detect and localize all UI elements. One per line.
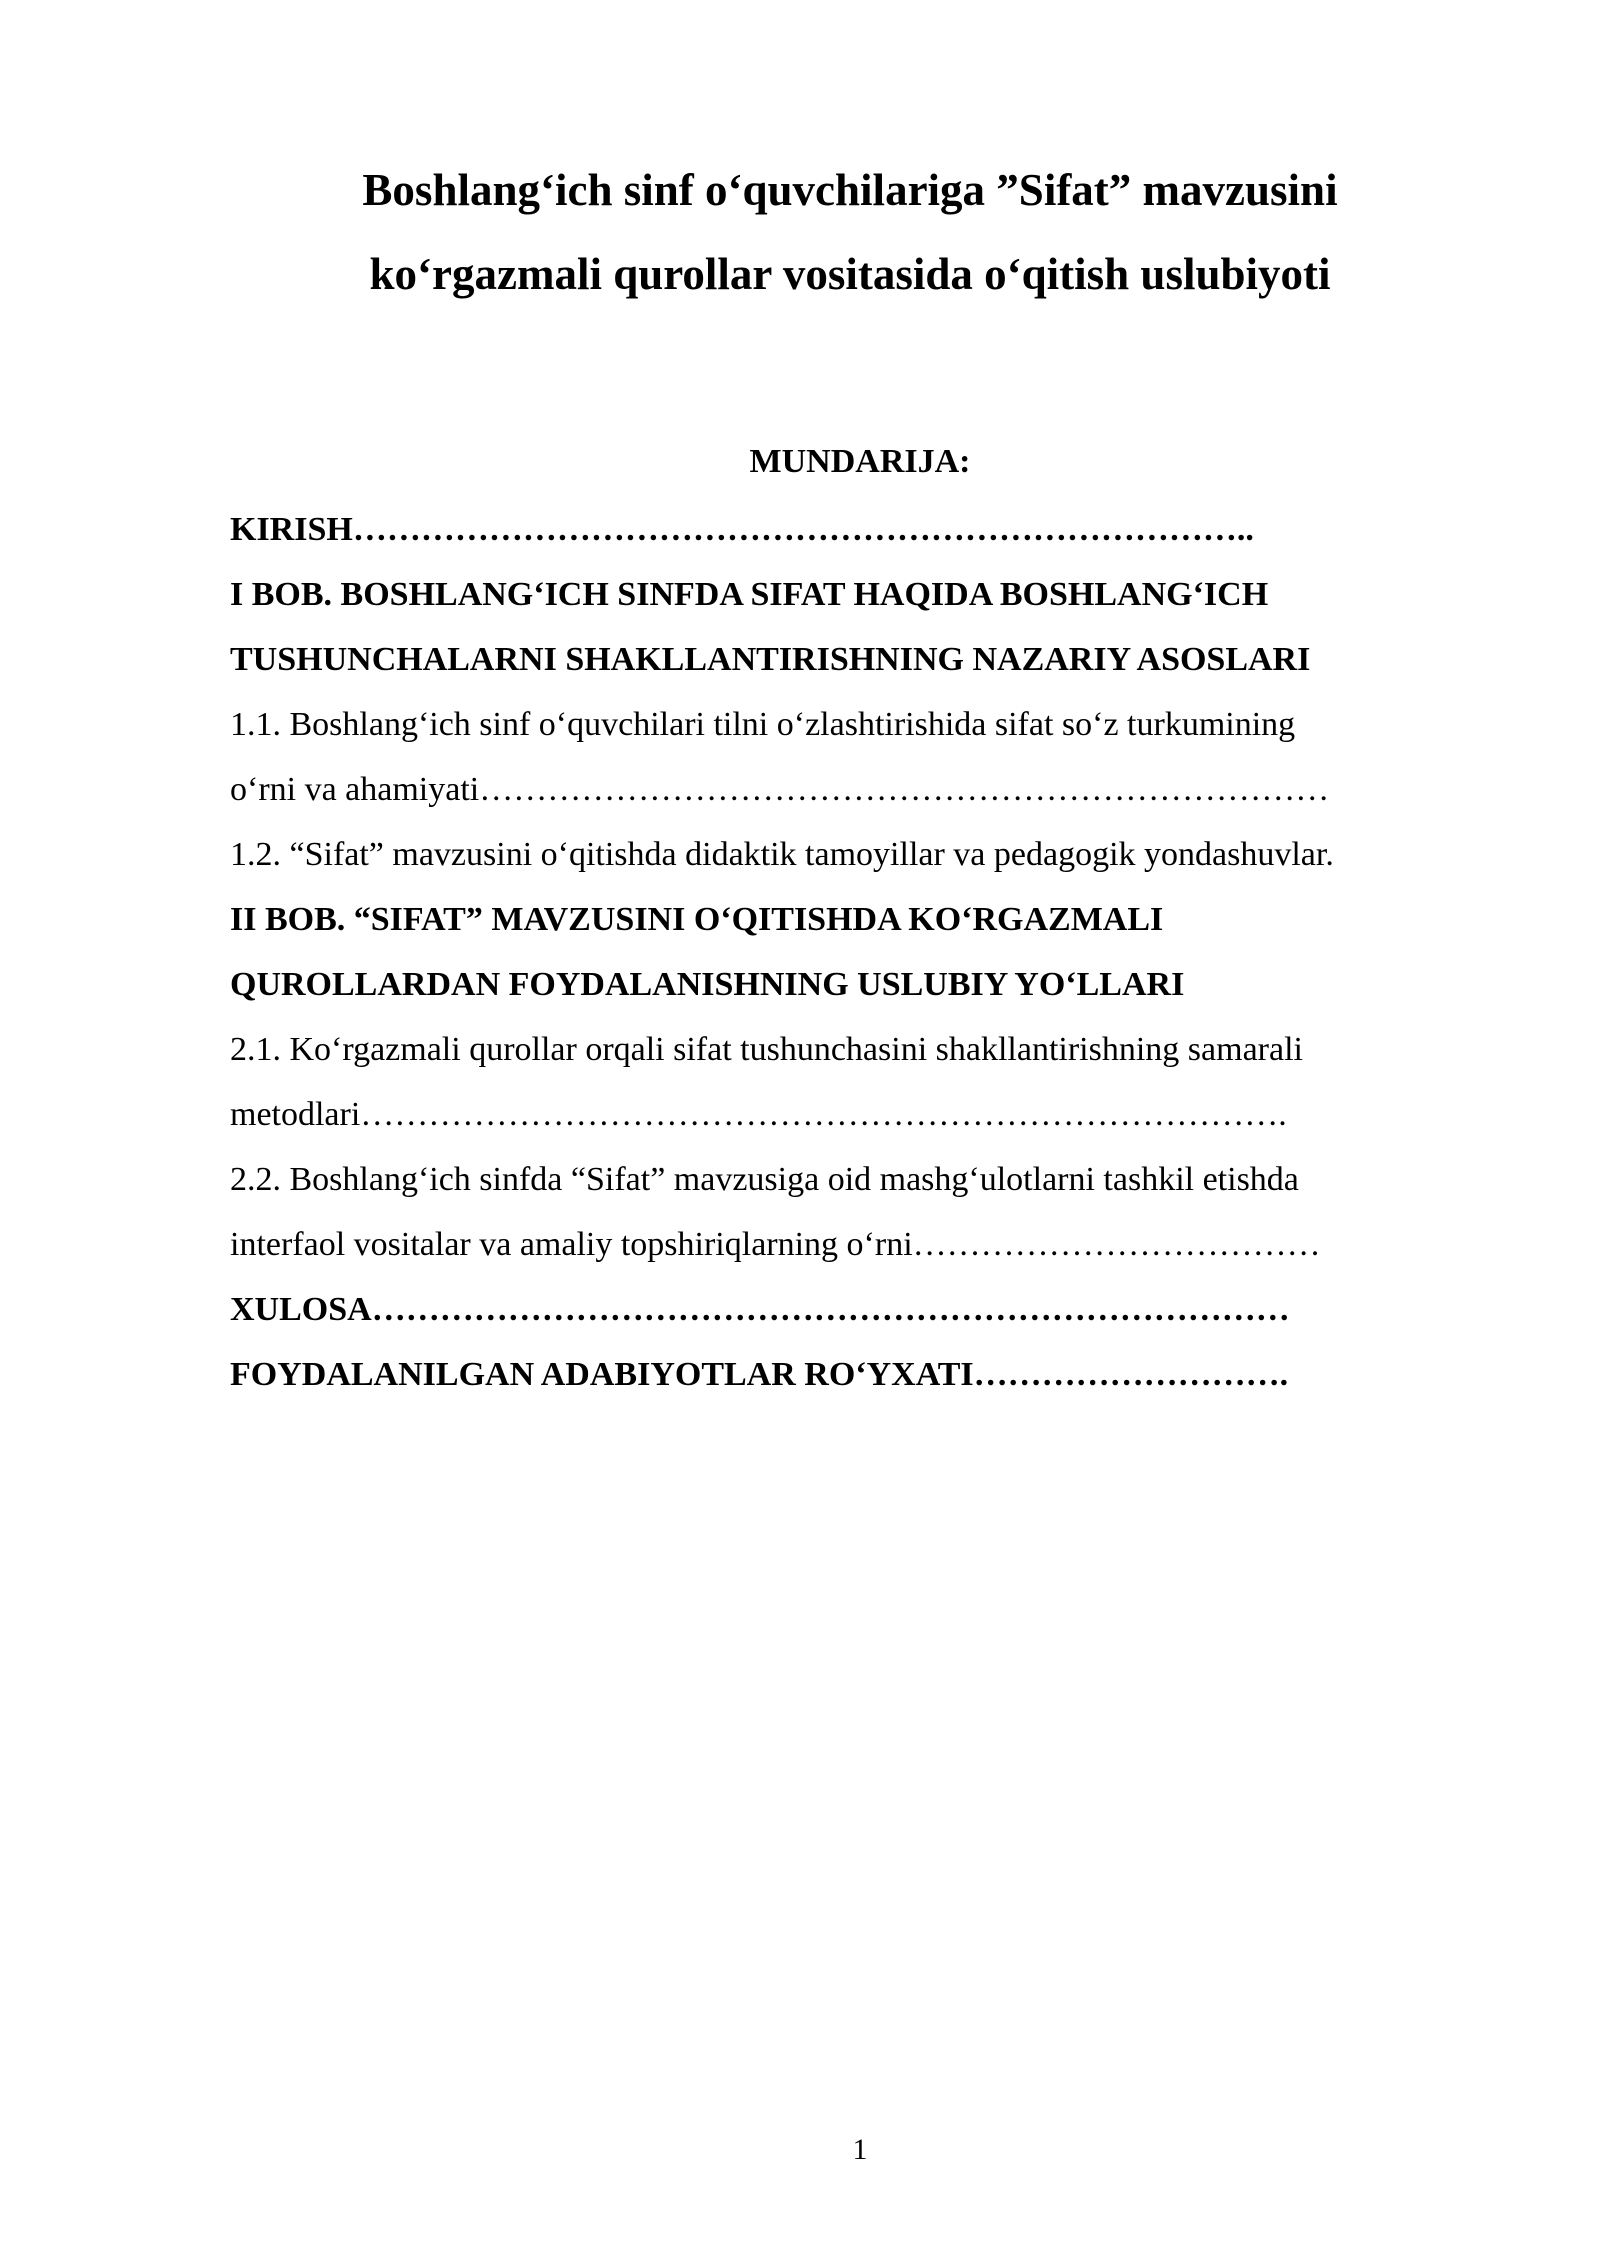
toc-line: o‘rni va ahamiyati………………………………………………………………… [230,771,1330,808]
toc-line: FOYDALANILGAN ADABIYOTLAR RO‘YXATI………………………. [230,1356,1289,1393]
toc-line: 1.2. “Sifat” mavzusini o‘qitishda didaktik tamoyillar va pedagogik yondashuvlar. [230,836,1334,873]
table-of-contents [230,497,1470,1407]
toc-line: XULOSA……………………………………………………………………… [230,1291,1290,1328]
document-title [180,148,1520,316]
toc-heading: MUNDARIJA: [749,443,971,480]
title-line-2: ko‘rgazmali qurollar vositasida o‘qitish uslubiyoti [369,249,1331,299]
page-number: 1 [852,2133,868,2166]
toc-line: KIRISH…………………………………………………………………….. [230,511,1254,548]
toc-line: QUROLLARDAN FOYDALANISHNING USLUBIY YO‘LLARI [230,966,1185,1003]
toc-line: TUSHUNCHALARNI SHAKLLANTIRISHNING NAZARIY ASOSLARI [230,641,1311,678]
toc-line: 2.2. Boshlang‘ich sinfda “Sifat” mavzusiga oid mashg‘ulotlarni tashkil etishda [230,1161,1299,1198]
toc-line: I BOB. BOSHLANG‘ICH SINFDA SIFAT HAQIDA BOSHLANG‘ICH [230,576,1269,613]
toc-line: 2.1. Ko‘rgazmali qurollar orqali sifat tushunchasini shakllantirishning samarali [230,1031,1303,1068]
toc-line: 1.1. Boshlang‘ich sinf o‘quvchilari tilni o‘zlashtirishida sifat so‘z turkumining [230,706,1296,743]
toc-line: II BOB. “SIFAT” MAVZUSINI O‘QITISHDA KO‘RGAZMALI [230,901,1164,938]
toc-line: metodlari………………………………………………………………………. [230,1096,1287,1133]
toc-line: interfaol vositalar va amaliy topshiriqlarning o‘rni……………………………… [230,1226,1321,1263]
title-line-1: Boshlang‘ich sinf o‘quvchilariga ”Sifat” mavzusini [362,165,1338,215]
